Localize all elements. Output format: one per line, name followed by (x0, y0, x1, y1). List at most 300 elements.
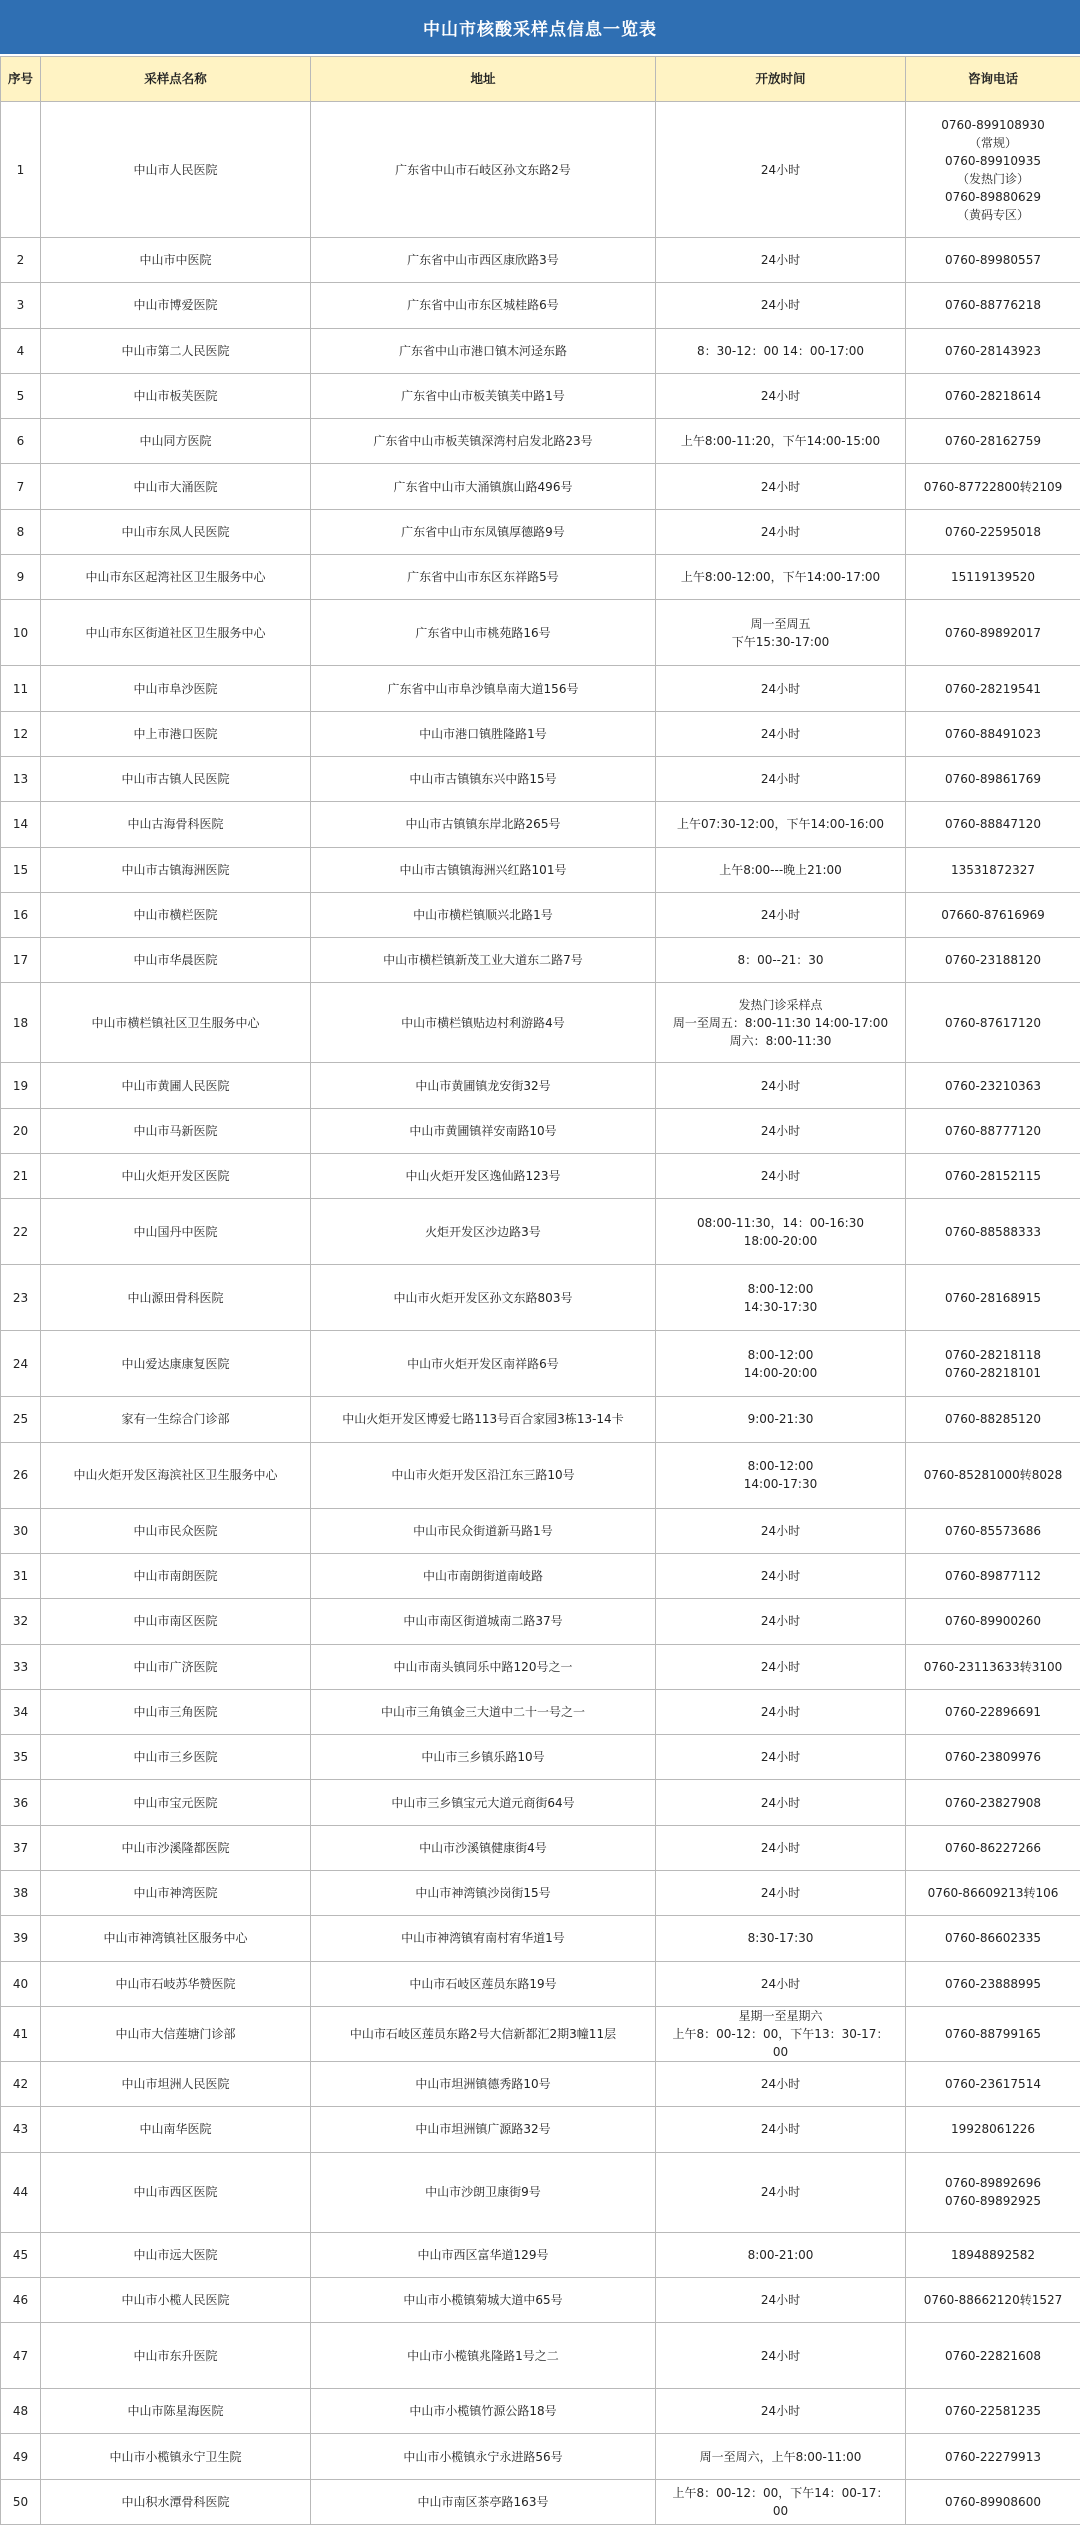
cell-address (311, 2277, 656, 2322)
table-row (1, 1108, 1080, 1153)
cell-phone-text: 0760-88847120 (945, 817, 1041, 831)
cell-hours-text: 星期一至星期六 上午8：00-12：00，下午13：30-17： 00 (673, 2009, 889, 2059)
cell-no (1, 2323, 41, 2389)
cell-hours (656, 2323, 906, 2389)
cell-no-text: 46 (13, 2293, 28, 2307)
cell-phone (906, 847, 1080, 892)
cell-no-text: 48 (13, 2404, 28, 2418)
cell-address (311, 711, 656, 756)
cell-phone (906, 1689, 1080, 1734)
cell-hours (656, 983, 906, 1063)
cell-address (311, 1108, 656, 1153)
cell-hours-text: 8：00--21：30 (737, 953, 823, 967)
cell-address (311, 2107, 656, 2152)
cell-address-text: 中山市火炬开发区沿江东三路10号 (391, 1468, 574, 1482)
cell-phone (906, 1508, 1080, 1553)
table-row (1, 2479, 1080, 2524)
cell-name-text: 中山市博爱医院 (133, 298, 217, 312)
table-row (1, 2107, 1080, 2152)
cell-hours-text: 24小时 (761, 1977, 800, 1991)
cell-phone-text: 0760-23809976 (945, 1750, 1041, 1764)
cell-address-text: 中山市三角镇金三大道中二十一号之一 (381, 1705, 585, 1719)
table-row (1, 1735, 1080, 1780)
cell-no-text: 39 (13, 1931, 28, 1945)
cell-phone (906, 238, 1080, 283)
cell-phone (906, 419, 1080, 464)
cell-hours (656, 555, 906, 600)
cell-no-text: 38 (13, 1886, 28, 1900)
cell-phone-text: 0760-85281000转8028 (924, 1468, 1063, 1482)
cell-hours-text: 24小时 (761, 1569, 800, 1583)
cell-no-text: 6 (17, 434, 25, 448)
table-row (1, 600, 1080, 666)
cell-phone (906, 464, 1080, 509)
cell-hours (656, 1442, 906, 1508)
cell-no-text: 33 (13, 1660, 28, 1674)
cell-no-text: 2 (17, 253, 25, 267)
cell-no (1, 1199, 41, 1265)
cell-address-text: 中山市古镇镇东兴中路15号 (409, 772, 556, 786)
cell-no (1, 892, 41, 937)
cell-address (311, 938, 656, 983)
cell-no (1, 1780, 41, 1825)
cell-phone (906, 1961, 1080, 2006)
cell-hours (656, 756, 906, 801)
cell-no-text: 17 (13, 953, 28, 967)
cell-name-text: 中山火炬开发区海滨社区卫生服务中心 (73, 1468, 277, 1482)
cell-no (1, 1397, 41, 1442)
cell-phone-text: 0760-23888995 (945, 1977, 1041, 1991)
cell-phone-text: 0760-23188120 (945, 953, 1041, 967)
cell-name-text: 中山市东区起湾社区卫生服务中心 (85, 570, 265, 584)
cell-address (311, 802, 656, 847)
cell-no (1, 1825, 41, 1870)
cell-address (311, 2479, 656, 2524)
table-title: 中山市核酸采样点信息一览表 (0, 0, 1080, 54)
cell-phone (906, 1780, 1080, 1825)
cell-phone-text: 18948892582 (951, 2248, 1035, 2262)
cell-name-text: 中山火炬开发区医院 (121, 1169, 229, 1183)
cell-name (41, 892, 311, 937)
cell-address-text: 中山市黄圃镇祥安南路10号 (409, 1124, 556, 1138)
cell-address-text: 广东省中山市大涌镇旗山路496号 (394, 480, 573, 494)
cell-name (41, 1063, 311, 1108)
table-row (1, 2434, 1080, 2479)
cell-address-text: 广东省中山市港口镇木河迳东路 (399, 344, 567, 358)
cell-hours (656, 1553, 906, 1598)
cell-phone-text: 0760-89900260 (945, 1614, 1041, 1628)
cell-no-text: 3 (17, 298, 25, 312)
cell-name-text: 中山市远大医院 (133, 2248, 217, 2262)
cell-phone-text: 0760-88491023 (945, 727, 1041, 741)
cell-no (1, 600, 41, 666)
cell-name (41, 2061, 311, 2106)
cell-address (311, 1961, 656, 2006)
cell-name-text: 中山市三角医院 (133, 1705, 217, 1719)
cell-address-text: 广东省中山市东区城桂路6号 (407, 298, 559, 312)
cell-hours-text: 周一至周五 下午15:30-17:00 (732, 617, 830, 649)
table-row (1, 1689, 1080, 1734)
cell-hours (656, 2389, 906, 2434)
header-row (1, 57, 1080, 102)
cell-hours (656, 1508, 906, 1553)
cell-no-text: 7 (17, 480, 25, 494)
cell-no (1, 1553, 41, 1598)
cell-phone (906, 1825, 1080, 1870)
cell-name-text: 中山南华医院 (139, 2122, 211, 2136)
cell-hours (656, 373, 906, 418)
cell-hours-text: 24小时 (761, 1524, 800, 1538)
cell-no (1, 1961, 41, 2006)
cell-address (311, 328, 656, 373)
cell-name (41, 1265, 311, 1331)
cell-no (1, 2389, 41, 2434)
cell-address (311, 1871, 656, 1916)
cell-name-text: 中山同方医院 (139, 434, 211, 448)
cell-no-text: 9 (17, 570, 25, 584)
cell-name (41, 1961, 311, 2006)
cell-phone (906, 756, 1080, 801)
table-row (1, 1553, 1080, 1598)
table-row (1, 373, 1080, 418)
cell-name-text: 中山市中医院 (139, 253, 211, 267)
cell-name-text: 中山市第二人民医院 (121, 344, 229, 358)
table-row (1, 1599, 1080, 1644)
cell-name-text: 中山市马新医院 (133, 1124, 217, 1138)
cell-name-text: 中山市小榄镇永宁卫生院 (109, 2450, 241, 2464)
cell-no-text: 13 (13, 772, 28, 786)
cell-address (311, 2323, 656, 2389)
cell-phone (906, 2389, 1080, 2434)
cell-phone-text: 0760-88285120 (945, 1412, 1041, 1426)
cell-phone (906, 373, 1080, 418)
cell-address (311, 1735, 656, 1780)
cell-phone-text: 0760-89980557 (945, 253, 1041, 267)
cell-hours (656, 1735, 906, 1780)
cell-no (1, 1442, 41, 1508)
cell-no-text: 23 (13, 1291, 28, 1305)
cell-phone (906, 983, 1080, 1063)
cell-phone-text: 19928061226 (951, 2122, 1035, 2136)
cell-address-text: 中山市石岐区莲员东路2号大信新都汇2期3幢11层 (350, 2027, 616, 2041)
table-row (1, 1397, 1080, 1442)
cell-name-text: 中山爱达康康复医院 (121, 1357, 229, 1371)
cell-address (311, 1331, 656, 1397)
cell-phone-text: 0760-22896691 (945, 1705, 1041, 1719)
cell-phone (906, 938, 1080, 983)
cell-phone-text: 0760-86609213转106 (928, 1886, 1059, 1900)
cell-hours (656, 1063, 906, 1108)
cell-no (1, 802, 41, 847)
header-address: 地址 (311, 57, 656, 102)
cell-phone (906, 666, 1080, 711)
cell-phone (906, 1397, 1080, 1442)
cell-hours-text: 24小时 (761, 2349, 800, 2363)
cell-no-text: 47 (13, 2349, 28, 2363)
table-row (1, 555, 1080, 600)
cell-hours (656, 509, 906, 554)
cell-no (1, 2006, 41, 2061)
cell-hours-text: 24小时 (761, 1705, 800, 1719)
cell-hours (656, 102, 906, 238)
cell-hours (656, 1689, 906, 1734)
table-row (1, 983, 1080, 1063)
cell-phone-text: 0760-23827908 (945, 1796, 1041, 1810)
cell-name (41, 238, 311, 283)
cell-no-text: 32 (13, 1614, 28, 1628)
cell-address (311, 283, 656, 328)
cell-name-text: 中山市横栏镇社区卫生服务中心 (91, 1016, 259, 1030)
cell-name (41, 1154, 311, 1199)
cell-no-text: 15 (13, 863, 28, 877)
cell-hours (656, 2232, 906, 2277)
cell-address (311, 1780, 656, 1825)
cell-no-text: 34 (13, 1705, 28, 1719)
cell-phone-text: 0760-86602335 (945, 1931, 1041, 1945)
table-row (1, 756, 1080, 801)
cell-phone-text: 0760-88588333 (945, 1225, 1041, 1239)
cell-phone-text: 0760-85573686 (945, 1524, 1041, 1538)
cell-hours (656, 2434, 906, 2479)
table-row (1, 666, 1080, 711)
table-row (1, 1961, 1080, 2006)
cell-no-text: 22 (13, 1225, 28, 1239)
cell-name (41, 666, 311, 711)
cell-no-text: 19 (13, 1079, 28, 1093)
cell-no (1, 938, 41, 983)
cell-address-text: 中山市西区富华道129号 (418, 2248, 549, 2262)
cell-address-text: 中山市石岐区莲员东路19号 (409, 1977, 556, 1991)
table-row (1, 2152, 1080, 2232)
cell-phone-text: 0760-89861769 (945, 772, 1041, 786)
cell-no (1, 464, 41, 509)
cell-name (41, 1553, 311, 1598)
cell-hours-text: 8：30-12：00 14：00-17:00 (697, 344, 864, 358)
cell-phone (906, 600, 1080, 666)
table-row (1, 328, 1080, 373)
cell-name (41, 1916, 311, 1961)
cell-no (1, 666, 41, 711)
cell-hours (656, 1265, 906, 1331)
cell-name-text: 中山市古镇人民医院 (121, 772, 229, 786)
cell-name (41, 328, 311, 373)
cell-no-text: 8 (17, 525, 25, 539)
header-phone: 咨询电话 (906, 57, 1080, 102)
cell-name (41, 1508, 311, 1553)
table-row (1, 1508, 1080, 1553)
cell-phone-text: 0760-22279913 (945, 2450, 1041, 2464)
cell-hours-text: 24小时 (761, 2122, 800, 2136)
cell-address (311, 2434, 656, 2479)
cell-no (1, 1508, 41, 1553)
cell-name (41, 711, 311, 756)
cell-name-text: 中山市宝元医院 (133, 1796, 217, 1810)
cell-phone (906, 1154, 1080, 1199)
cell-address-text: 中山市小榄镇兆隆路1号之二 (407, 2349, 559, 2363)
cell-hours-text: 8:00-12:00 14:00-20:00 (744, 1348, 818, 1380)
cell-hours-text: 24小时 (761, 1796, 800, 1810)
cell-phone (906, 1063, 1080, 1108)
cell-no-text: 1 (17, 163, 25, 177)
cell-no-text: 49 (13, 2450, 28, 2464)
table-row (1, 847, 1080, 892)
cell-no-text: 42 (13, 2077, 28, 2091)
cell-hours (656, 1331, 906, 1397)
cell-no (1, 711, 41, 756)
cell-hours-text: 上午8:00---晚上21:00 (719, 863, 842, 877)
cell-hours-text: 24小时 (761, 1750, 800, 1764)
cell-no-text: 16 (13, 908, 28, 922)
cell-no (1, 2232, 41, 2277)
table-row (1, 1916, 1080, 1961)
cell-phone (906, 2107, 1080, 2152)
cell-phone-text: 0760-87617120 (945, 1016, 1041, 1030)
table-row (1, 1871, 1080, 1916)
cell-no (1, 847, 41, 892)
cell-hours-text: 08:00-11:30，14：00-16:30 18:00-20:00 (697, 1216, 864, 1248)
cell-address-text: 中山市黄圃镇龙安街32号 (415, 1079, 550, 1093)
cell-no (1, 1265, 41, 1331)
cell-no (1, 2277, 41, 2322)
cell-name (41, 373, 311, 418)
cell-name (41, 2277, 311, 2322)
table-row (1, 1442, 1080, 1508)
cell-name (41, 938, 311, 983)
cell-no (1, 419, 41, 464)
table-row (1, 2323, 1080, 2389)
cell-phone-text: 0760-88776218 (945, 298, 1041, 312)
cell-hours-text: 24小时 (761, 2293, 800, 2307)
cell-phone (906, 1442, 1080, 1508)
cell-address (311, 2061, 656, 2106)
table-row (1, 938, 1080, 983)
cell-address (311, 419, 656, 464)
cell-name (41, 2152, 311, 2232)
table-row (1, 1265, 1080, 1331)
cell-hours-text: 上午8:00-12:00，下午14:00-17:00 (681, 570, 880, 584)
cell-name (41, 2107, 311, 2152)
cell-phone (906, 1553, 1080, 1598)
cell-address (311, 238, 656, 283)
cell-address-text: 广东省中山市西区康欣路3号 (407, 253, 559, 267)
cell-hours (656, 2006, 906, 2061)
table-row (1, 509, 1080, 554)
cell-hours (656, 1108, 906, 1153)
cell-name (41, 2232, 311, 2277)
cell-address-text: 中山市民众街道新马路1号 (413, 1524, 553, 1538)
cell-name-text: 中山市西区医院 (133, 2185, 217, 2199)
cell-no-text: 4 (17, 344, 25, 358)
table-row (1, 102, 1080, 238)
cell-name (41, 2434, 311, 2479)
cell-no (1, 2061, 41, 2106)
cell-name-text: 中山市广济医院 (133, 1660, 217, 1674)
cell-name (41, 509, 311, 554)
cell-name-text: 中山市小榄人民医院 (121, 2293, 229, 2307)
cell-address-text: 中山市小榄镇竹源公路18号 (409, 2404, 556, 2418)
cell-hours-text: 24小时 (761, 682, 800, 696)
cell-no-text: 37 (13, 1841, 28, 1855)
cell-no-text: 40 (13, 1977, 28, 1991)
cell-phone (906, 2479, 1080, 2524)
cell-phone-text: 15119139520 (951, 570, 1035, 584)
cell-address-text: 火炬开发区沙边路3号 (425, 1225, 541, 1239)
cell-hours (656, 1599, 906, 1644)
cell-address (311, 1689, 656, 1734)
cell-hours-text: 周一至周六，上午8:00-11:00 (700, 2450, 862, 2464)
table-row (1, 2006, 1080, 2061)
cell-no-text: 5 (17, 389, 25, 403)
cell-name-text: 中山市板芙医院 (133, 389, 217, 403)
cell-address-text: 广东省中山市阜沙镇阜南大道156号 (388, 682, 579, 696)
cell-address (311, 509, 656, 554)
cell-name (41, 847, 311, 892)
cell-hours-text: 8:00-12:00 14:00-17:30 (744, 1459, 818, 1491)
cell-name (41, 555, 311, 600)
cell-phone (906, 1331, 1080, 1397)
cell-hours-text: 24小时 (761, 2404, 800, 2418)
cell-hours-text: 8:30-17:30 (748, 1931, 814, 1945)
cell-phone (906, 283, 1080, 328)
cell-no-text: 41 (13, 2027, 28, 2041)
cell-name-text: 中山市陈星海医院 (127, 2404, 223, 2418)
cell-address (311, 666, 656, 711)
cell-hours-text: 8:00-21:00 (748, 2248, 814, 2262)
cell-phone-text: 0760-28152115 (945, 1169, 1041, 1183)
cell-no (1, 1871, 41, 1916)
cell-name-text: 中山市神湾医院 (133, 1886, 217, 1900)
cell-phone (906, 1644, 1080, 1689)
cell-no-text: 44 (13, 2185, 28, 2199)
cell-address-text: 中山市坦洲镇广源路32号 (415, 2122, 550, 2136)
cell-hours-text: 上午07:30-12:00，下午14:00-16:00 (677, 817, 884, 831)
cell-name-text: 中上市港口医院 (133, 727, 217, 741)
cell-phone-text: 0760-89892696 0760-89892925 (945, 2176, 1041, 2208)
cell-address-text: 中山市南区茶亭路163号 (418, 2495, 549, 2509)
cell-address (311, 1442, 656, 1508)
cell-hours (656, 1780, 906, 1825)
cell-hours (656, 666, 906, 711)
cell-phone-text: 0760-22821608 (945, 2349, 1041, 2363)
cell-name-text: 中山市民众医院 (133, 1524, 217, 1538)
sampling-sites-table (0, 56, 1080, 2525)
cell-phone-text: 0760-23113633转3100 (924, 1660, 1063, 1674)
cell-name-text: 中山市横栏医院 (133, 908, 217, 922)
cell-name (41, 1871, 311, 1916)
cell-address (311, 1599, 656, 1644)
cell-no (1, 1644, 41, 1689)
cell-phone-text: 0760-28218118 0760-28218101 (945, 1348, 1041, 1380)
cell-name-text: 中山市大涌医院 (133, 480, 217, 494)
cell-no-text: 50 (13, 2495, 28, 2509)
table-row (1, 892, 1080, 937)
cell-name-text: 中山市人民医院 (133, 163, 217, 177)
cell-no-text: 11 (13, 682, 28, 696)
cell-name-text: 中山市东升医院 (133, 2349, 217, 2363)
cell-no-text: 12 (13, 727, 28, 741)
cell-no-text: 18 (13, 1016, 28, 1030)
cell-address-text: 中山市三乡镇宝元大道元商街64号 (391, 1796, 574, 1810)
cell-no (1, 983, 41, 1063)
cell-address-text: 中山市神湾镇沙岗街15号 (415, 1886, 550, 1900)
cell-no (1, 1689, 41, 1734)
cell-phone-text: 13531872327 (951, 863, 1035, 877)
cell-phone (906, 1199, 1080, 1265)
cell-phone (906, 2323, 1080, 2389)
cell-hours-text: 24小时 (761, 1079, 800, 1093)
cell-address-text: 广东省中山市板芙镇深湾村启发北路23号 (373, 434, 592, 448)
cell-phone-text: 0760-89908600 (945, 2495, 1041, 2509)
